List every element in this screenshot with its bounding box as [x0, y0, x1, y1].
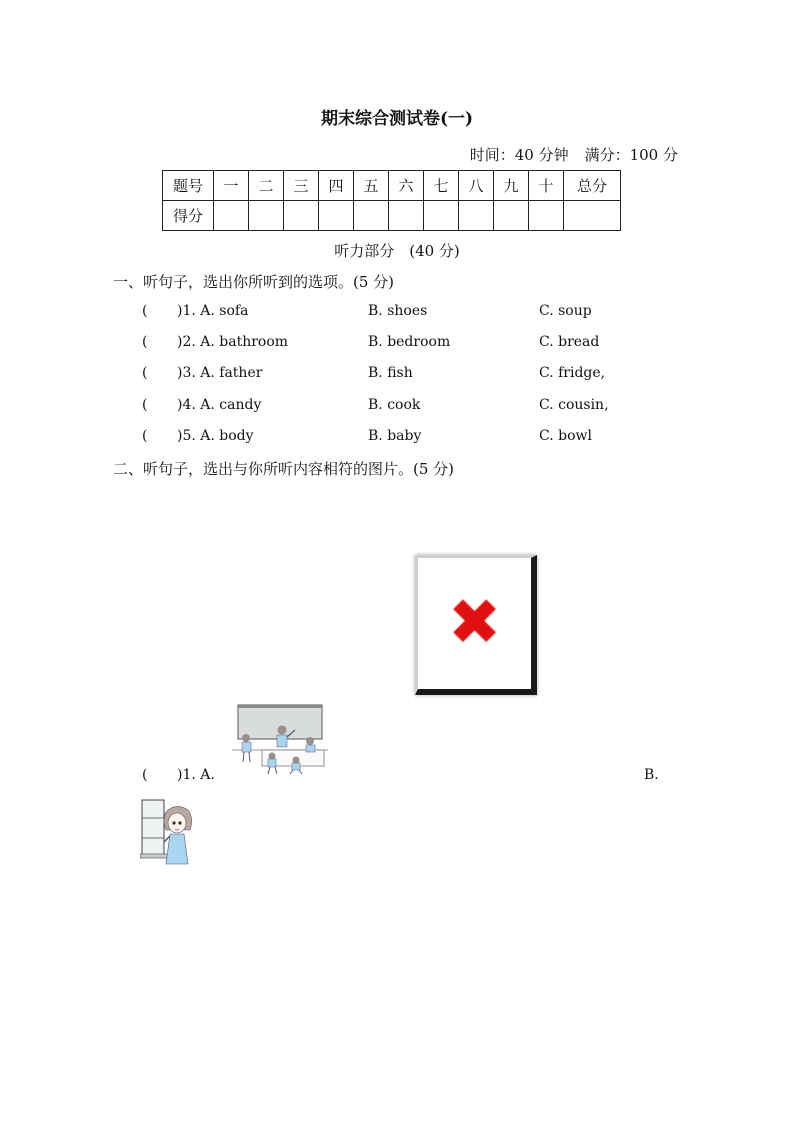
question-3-option-a: )3. A. father [177, 365, 263, 381]
score-cell [214, 201, 249, 231]
section2-question-1-option-a: )1. A. [177, 767, 215, 783]
score-cell [284, 201, 319, 231]
listening-header: 听力部分 (40 分) [334, 242, 460, 260]
answer-paren: ( [142, 767, 148, 783]
section2-heading: 二、听句子，选出与你所听内容相符的图片。(5 分) [113, 460, 455, 478]
question-1-option-b: B. shoes [368, 303, 428, 319]
answer-paren: ( [142, 428, 148, 444]
score-header-cell: 一 [214, 171, 249, 201]
answer-paren: ( [142, 365, 148, 381]
question-3-option-b: B. fish [368, 365, 413, 381]
section2-question-1-option-b: B. [644, 767, 659, 783]
question-4-option-c: C. cousin, [539, 397, 609, 413]
score-cell [319, 201, 354, 231]
score-cell [529, 201, 564, 231]
classroom-children-illustration [232, 704, 328, 776]
question-5-option-b: B. baby [368, 428, 422, 444]
score-cell [459, 201, 494, 231]
exam-full-score: 满分：100 分 [584, 146, 678, 164]
score-header-cell: 八 [459, 171, 494, 201]
score-header-cell: 四 [319, 171, 354, 201]
question-1-option-a: )1. A. sofa [177, 303, 249, 319]
score-header-cell: 十 [529, 171, 564, 201]
score-header-cell: 题号 [163, 171, 214, 201]
score-header-cell: 五 [354, 171, 389, 201]
question-2-option-c: C. bread [539, 334, 600, 350]
score-row-label: 得分 [163, 201, 214, 231]
score-cell [564, 201, 621, 231]
answer-paren: ( [142, 397, 148, 413]
score-table-score-row [163, 201, 621, 231]
section1-heading: 一、听句子，选出你所听到的选项。(5 分) [113, 273, 395, 291]
score-header-cell: 二 [249, 171, 284, 201]
score-header-cell: 总分 [564, 171, 621, 201]
answer-paren: ( [142, 303, 148, 319]
question-4-option-a: )4. A. candy [177, 397, 262, 413]
score-header-cell: 三 [284, 171, 319, 201]
score-header-cell: 九 [494, 171, 529, 201]
question-4-option-b: B. cook [368, 397, 421, 413]
exam-time: 时间：40 分钟 [469, 146, 569, 164]
question-5-option-a: )5. A. body [177, 428, 254, 444]
question-1-option-c: C. soup [539, 303, 592, 319]
broken-image-icon [415, 555, 537, 695]
question-5-option-c: C. bowl [539, 428, 592, 444]
page-title: 期末综合测试卷(一) [320, 109, 474, 129]
score-cell [424, 201, 459, 231]
question-2-option-b: B. bedroom [368, 334, 451, 350]
score-table-header-row [163, 171, 621, 201]
score-header-cell: 六 [389, 171, 424, 201]
girl-at-window-illustration [140, 798, 198, 866]
score-cell [494, 201, 529, 231]
red-x-icon: ✖ [447, 586, 502, 660]
score-header-cell: 七 [424, 171, 459, 201]
question-3-option-c: C. fridge, [539, 365, 606, 381]
score-cell [354, 201, 389, 231]
question-2-option-a: )2. A. bathroom [177, 334, 289, 350]
score-cell [249, 201, 284, 231]
exam-info [470, 144, 678, 165]
answer-paren: ( [142, 334, 148, 350]
score-cell [389, 201, 424, 231]
score-table [162, 170, 621, 231]
